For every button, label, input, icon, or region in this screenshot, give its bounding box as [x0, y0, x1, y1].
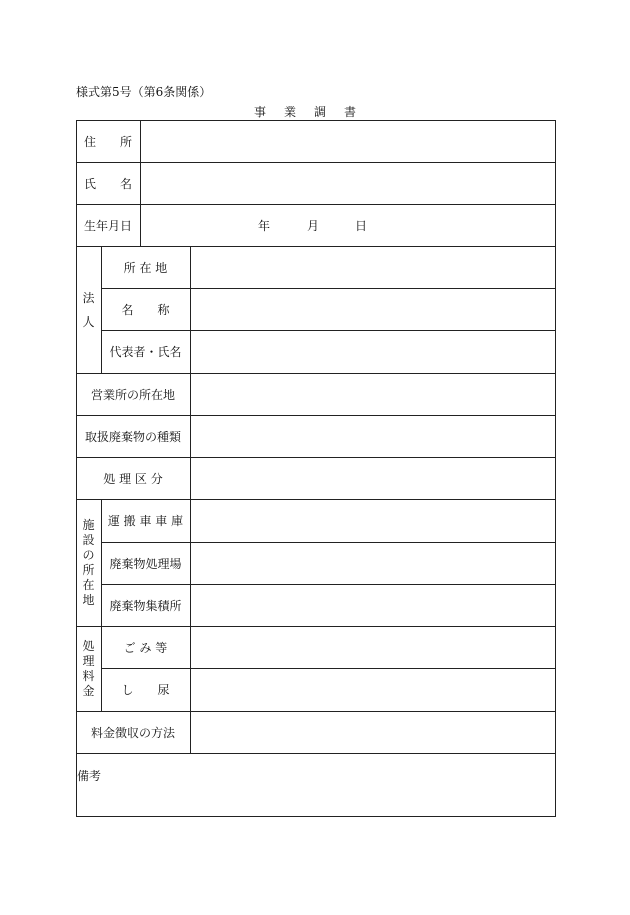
title-char: 事 — [254, 105, 267, 119]
treatment-class-label: 処 理 区 分 — [103, 471, 163, 486]
garbage-fee-label: ご み 等 — [123, 640, 168, 655]
col-divider — [140, 120, 141, 246]
vehicle-garage-label: 運 搬 車 車 庫 — [107, 514, 184, 528]
waste-collection-site-label: 廃棄物集積所 — [109, 598, 182, 613]
corp-location-label: 所 在 地 — [123, 260, 168, 275]
fee-group-label — [76, 626, 101, 711]
group-char: 処 — [82, 638, 95, 653]
name-label: 氏 名 — [83, 176, 132, 191]
birth-month-label: 月 — [306, 218, 319, 233]
office-location-label: 営業所の所在地 — [90, 387, 175, 402]
birth-day-label: 日 — [354, 218, 367, 233]
group-char: 理 — [82, 653, 95, 668]
group-char: 金 — [82, 683, 95, 698]
col-divider — [190, 246, 191, 753]
title-char: 調 — [314, 105, 327, 119]
birth-year-label: 年 — [257, 218, 270, 233]
document-title — [254, 103, 374, 120]
group-char: 在 — [82, 577, 95, 592]
fee-collection-method-label: 料金徴収の方法 — [90, 725, 175, 740]
title-char: 業 — [284, 105, 297, 119]
corporation-group-label — [76, 246, 101, 373]
waste-treatment-site-label: 廃棄物処理場 — [109, 556, 182, 571]
row-divider — [76, 162, 556, 163]
group-char: 施 — [82, 517, 95, 532]
facility-group-label — [76, 499, 101, 626]
birthdate-label: 生年月日 — [83, 218, 132, 233]
group-char: 地 — [82, 592, 95, 607]
group-char: 設 — [82, 532, 95, 547]
remarks-label: 備考 — [77, 769, 102, 783]
group-char: 料 — [82, 668, 95, 683]
title-char: 書 — [344, 105, 357, 119]
group-char: の — [82, 547, 95, 562]
corp-representative-label: 代表者・氏名 — [109, 345, 182, 359]
nightsoil-fee-label: し 尿 — [121, 683, 170, 697]
waste-type-label: 取扱廃棄物の種類 — [84, 429, 181, 444]
address-label: 住 所 — [83, 134, 132, 149]
group-char: 人 — [82, 314, 95, 329]
survey-form-table — [76, 120, 556, 817]
group-char: 所 — [82, 562, 95, 577]
row-divider — [76, 753, 556, 754]
corp-name-label: 名 称 — [121, 302, 170, 317]
group-char: 法 — [82, 290, 95, 305]
form-number: 様式第5号（第6条関係） — [76, 85, 212, 99]
